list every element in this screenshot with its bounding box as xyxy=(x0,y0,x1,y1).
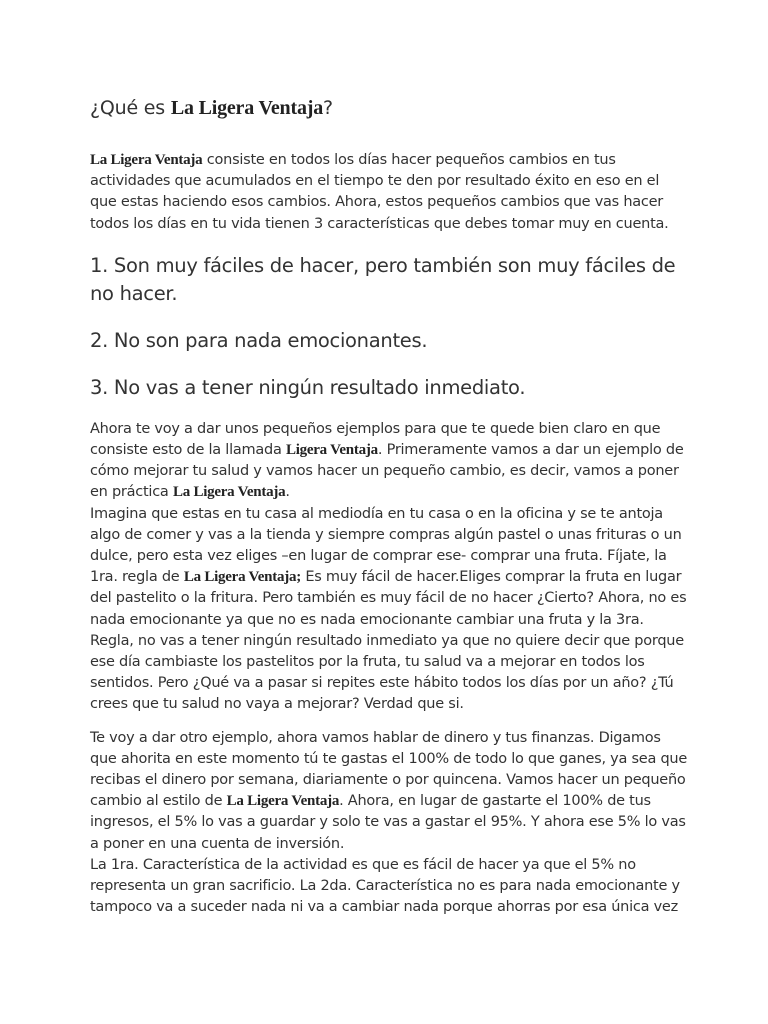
rules-list xyxy=(90,252,690,402)
health-example-paragraph xyxy=(90,419,690,716)
ex1-text-5: Es muy fácil de hacer.Eliges comprar la fruta en lugar del pastelito o la fritura. Pero también es muy fácil de no hacer ¿Cierto? Ahora, no es nada emocionante ya que no es nada emocionante cambiar una fruta y la 3ra. Regla, no vas a tener ningún resultado inmediato ya que no quiere decir que porque ese día cambiaste los pastelitos por la fruta, tu salud va a mejorar en todos los sentidos. Pero ¿Qué va a pasar si repites este hábito todos los días por un año? ¿Tú crees que tu salud no vaya a mejorar? Verdad que si. xyxy=(90,569,687,713)
ex1-bold-3: La Ligera Ventaja; xyxy=(183,569,301,586)
ex1-text-2: . Primeramente vamos a dar un ejemplo de cómo mejorar tu salud y vamos hacer un pequeño cambio, es decir, vamos a poner en práctica xyxy=(90,442,684,501)
ex1-bold-1: Ligera Ventaja xyxy=(285,442,378,459)
ex2-bold-1: La Ligera Ventaja xyxy=(226,793,340,810)
title-prefix: ¿Qué es xyxy=(90,97,171,119)
ex1-bold-2: La Ligera Ventaja xyxy=(172,484,286,501)
rule-item-2: 2. No son para nada emocionantes. xyxy=(90,328,428,352)
ex1-text-3: . xyxy=(285,484,290,501)
title-bold: La Ligera Ventaja xyxy=(170,97,324,119)
rule-item-1: 1. Son muy fáciles de hacer, pero también son muy fáciles de no hacer. xyxy=(90,253,676,305)
intro-paragraph xyxy=(90,150,690,235)
intro-text: consiste en todos los días hacer pequeños cambios en tus actividades que acumulados en el tiempo te den por resultado éxito en eso en el que estas haciendo esos cambios. Ahora, estos pequeños cambios que vas hacer todos los días en tu vida tienen 3 características que debes tomar muy en cuenta. xyxy=(90,152,669,232)
ex1-text-4: Imagina que estas en tu casa al mediodía en tu casa o en la oficina y se te antoja algo de comer y vas a la tienda y siempre compras algún pastel o unas frituras o un dulce, pero esta vez eliges –en lugar de comprar ese- comprar una fruta. Fíjate, la 1ra. regla de xyxy=(90,505,682,586)
title-suffix: ? xyxy=(323,97,333,119)
ex2-text-2: . Ahora, en lugar de gastarte el 100% de tus ingresos, el 5% lo vas a guardar y solo te vas a gastar el 95%. Y ahora ese 5% lo vas a poner en una cuenta de inversión. xyxy=(90,793,686,852)
ex1-text-1: Ahora te voy a dar unos pequeños ejemplos para que te quede bien claro en que consiste esto de la llamada xyxy=(90,420,661,459)
ex2-text-1: Te voy a dar otro ejemplo, ahora vamos hablar de dinero y tus finanzas. Digamos que ahorita en este momento tú te gastas el 100% de todo lo que ganes, ya sea que recibas el dinero por semana, diariamente o por quincena. Vamos hacer un pequeño cambio al estilo de xyxy=(90,729,688,810)
page-title xyxy=(90,94,690,122)
document-page xyxy=(90,94,690,918)
rule-item-3: 3. No vas a tener ningún resultado inmediato. xyxy=(90,375,526,399)
finance-example-paragraph xyxy=(90,728,690,919)
ex2-text-3: La 1ra. Característica de la actividad es que es fácil de hacer ya que el 5% no representa un gran sacrificio. La 2da. Característica no es para nada emocionante y tampoco va a suceder nada ni va a cambiar nada porque ahorras por esa única vez xyxy=(90,856,680,916)
intro-bold: La Ligera Ventaja xyxy=(90,152,203,168)
